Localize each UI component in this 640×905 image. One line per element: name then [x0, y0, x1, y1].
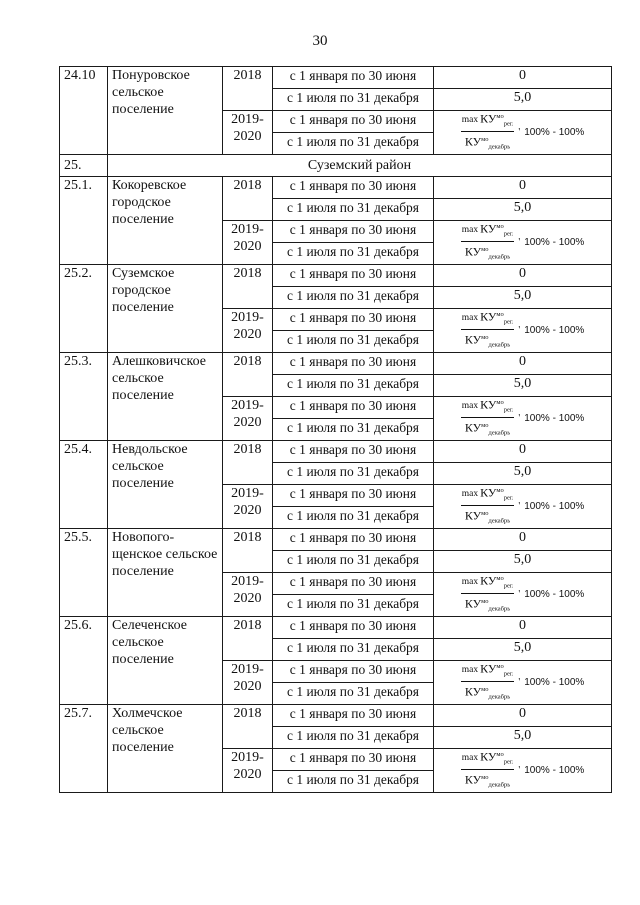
- period-jul-dec: с 1 июля по 31 декабря: [273, 463, 434, 485]
- formula-sub: рег.: [503, 582, 514, 590]
- value-jul-dec-2018: 5,0: [434, 89, 612, 111]
- period-jul-dec: с 1 июля по 31 декабря: [273, 375, 434, 397]
- value-jan-jun-2018: 0: [434, 705, 612, 727]
- formula-sub: рег.: [503, 230, 514, 238]
- formula-sub: декабрь: [488, 429, 511, 437]
- formula-denominator: [465, 132, 510, 153]
- value-jul-dec-2018: 5,0: [434, 375, 612, 397]
- period-jul-dec: с 1 июля по 31 декабря: [273, 287, 434, 309]
- settlement-number: 25.3.: [60, 353, 108, 441]
- formula-sup: мо: [496, 223, 504, 230]
- period-jul-dec: с 1 июля по 31 декабря: [273, 133, 434, 155]
- formula-sup: мо: [496, 113, 504, 120]
- year-2019-2020-top: 2019-: [231, 112, 264, 127]
- period-jan-jun: с 1 января по 30 июня: [273, 111, 434, 133]
- formula-cell: [434, 661, 612, 705]
- formula-comma: ': [518, 676, 521, 688]
- settlement-name: Суземское городское поселение: [108, 265, 223, 353]
- period-jan-jun: с 1 января по 30 июня: [273, 309, 434, 331]
- period-jan-jun: с 1 января по 30 июня: [273, 617, 434, 639]
- value-jul-dec-2018: 5,0: [434, 727, 612, 749]
- formula-denominator: [465, 682, 510, 703]
- formula-sup: мо: [496, 575, 504, 582]
- formula-numerator: [461, 749, 515, 770]
- year-2019-2020-top: 2019-: [231, 310, 264, 325]
- year-2019-2020: [223, 573, 273, 617]
- formula-comma: ': [518, 236, 521, 248]
- growth-formula: [438, 309, 607, 352]
- formula-sup: мо: [496, 663, 504, 670]
- formula-numerator: [461, 111, 515, 132]
- value-jan-jun-2018: 0: [434, 441, 612, 463]
- formula-sub: рег.: [503, 670, 514, 678]
- formula-comma: ': [518, 764, 521, 776]
- year-2019-2020-bottom: 2020: [233, 239, 262, 254]
- formula-sup: мо: [496, 311, 504, 318]
- formula-sub: декабрь: [488, 781, 511, 789]
- year-2019-2020-bottom: 2020: [233, 767, 262, 782]
- year-2018: 2018: [223, 67, 273, 111]
- period-jan-jun: с 1 января по 30 июня: [273, 67, 434, 89]
- settlement-number: 25.5.: [60, 529, 108, 617]
- formula-comma: ': [518, 588, 521, 600]
- formula-sub: декабрь: [488, 517, 511, 525]
- formula-max: max: [461, 753, 479, 764]
- value-jan-jun-2018: 0: [434, 529, 612, 551]
- formula-ku: КУ: [480, 485, 497, 500]
- year-2019-2020-bottom: 2020: [233, 327, 262, 342]
- formula-fraction: [461, 221, 515, 264]
- period-jan-jun: с 1 января по 30 июня: [273, 661, 434, 683]
- settlement-name: Холмечское сельское поселение: [108, 705, 223, 793]
- formula-sup: мо: [496, 751, 504, 758]
- year-2019-2020-top: 2019-: [231, 750, 264, 765]
- growth-formula: [438, 485, 607, 528]
- formula-ku: КУ: [464, 772, 482, 787]
- year-2019-2020: [223, 309, 273, 353]
- growth-formula: [438, 573, 607, 616]
- formula-denominator: [465, 770, 510, 791]
- formula-ku: КУ: [480, 309, 497, 324]
- formula-denominator: [465, 594, 510, 615]
- settlement-name: Селеченское сельское поселение: [108, 617, 223, 705]
- value-jan-jun-2018: 0: [434, 265, 612, 287]
- formula-fraction: [461, 661, 515, 704]
- formula-max: max: [461, 313, 479, 324]
- year-2019-2020-bottom: 2020: [233, 679, 262, 694]
- formula-tail: 100% - 100%: [524, 500, 585, 512]
- formula-ku: КУ: [464, 684, 482, 699]
- formula-ku: КУ: [480, 221, 497, 236]
- formula-sup: мо: [481, 136, 489, 144]
- formula-sup: мо: [481, 334, 489, 342]
- settlement-number: 25.2.: [60, 265, 108, 353]
- formula-fraction: [461, 397, 515, 440]
- formula-ku: КУ: [464, 244, 482, 259]
- period-jan-jun: с 1 января по 30 июня: [273, 221, 434, 243]
- period-jan-jun: с 1 января по 30 июня: [273, 749, 434, 771]
- formula-denominator: [465, 506, 510, 527]
- formula-comma: ': [518, 500, 521, 512]
- settlement-name: Понуровское сельское поселение: [108, 67, 223, 155]
- formula-sup: мо: [481, 246, 489, 254]
- year-2019-2020-bottom: 2020: [233, 591, 262, 606]
- district-name: Суземский район: [108, 155, 612, 177]
- year-2018: 2018: [223, 529, 273, 573]
- formula-max: max: [461, 489, 479, 500]
- value-jul-dec-2018: 5,0: [434, 639, 612, 661]
- formula-fraction: [461, 573, 515, 616]
- settlement-number: 25.4.: [60, 441, 108, 529]
- formula-numerator: [461, 221, 515, 242]
- formula-sub: рег.: [503, 758, 514, 766]
- formula-ku: КУ: [464, 332, 482, 347]
- formula-denominator: [465, 330, 510, 351]
- formula-sub: рег.: [503, 406, 514, 414]
- formula-fraction: [461, 485, 515, 528]
- settlement-name: Невдольское сельское поселение: [108, 441, 223, 529]
- period-jul-dec: с 1 июля по 31 декабря: [273, 243, 434, 265]
- formula-denominator: [465, 418, 510, 439]
- formula-cell: [434, 221, 612, 265]
- period-jul-dec: с 1 июля по 31 декабря: [273, 771, 434, 793]
- period-jan-jun: с 1 января по 30 июня: [273, 573, 434, 595]
- year-2018: 2018: [223, 441, 273, 485]
- formula-tail: 100% - 100%: [524, 412, 585, 424]
- growth-formula: [438, 397, 607, 440]
- period-jul-dec: с 1 июля по 31 декабря: [273, 639, 434, 661]
- formula-sub: декабрь: [488, 341, 511, 349]
- formula-sub: рег.: [503, 494, 514, 502]
- formula-cell: [434, 111, 612, 155]
- formula-max: max: [461, 115, 479, 126]
- formula-cell: [434, 749, 612, 793]
- period-jan-jun: с 1 января по 30 июня: [273, 705, 434, 727]
- formula-tail: 100% - 100%: [524, 236, 585, 248]
- formula-sub: декабрь: [488, 605, 511, 613]
- formula-ku: КУ: [480, 111, 497, 126]
- formula-sup: мо: [496, 399, 504, 406]
- formula-cell: [434, 573, 612, 617]
- formula-ku: КУ: [464, 596, 482, 611]
- value-jan-jun-2018: 0: [434, 617, 612, 639]
- growth-formula: [438, 661, 607, 704]
- formula-sub: рег.: [503, 120, 514, 128]
- settlement-name: Кокоревское городское поселение: [108, 177, 223, 265]
- formula-tail: 100% - 100%: [524, 764, 585, 776]
- value-jul-dec-2018: 5,0: [434, 551, 612, 573]
- value-jul-dec-2018: 5,0: [434, 287, 612, 309]
- value-jan-jun-2018: 0: [434, 67, 612, 89]
- page-number: 30: [312, 33, 328, 49]
- formula-ku: КУ: [480, 661, 497, 676]
- value-jan-jun-2018: 0: [434, 353, 612, 375]
- year-2018: 2018: [223, 353, 273, 397]
- formula-max: max: [461, 665, 479, 676]
- year-2019-2020: [223, 485, 273, 529]
- formula-numerator: [461, 573, 515, 594]
- formula-ku: КУ: [464, 420, 482, 435]
- year-2019-2020: [223, 397, 273, 441]
- year-2019-2020-top: 2019-: [231, 662, 264, 677]
- settlement-number: 25.1.: [60, 177, 108, 265]
- formula-denominator: [465, 242, 510, 263]
- formula-numerator: [461, 309, 515, 330]
- year-2019-2020-bottom: 2020: [233, 503, 262, 518]
- formula-max: max: [461, 225, 479, 236]
- year-2019-2020: [223, 749, 273, 793]
- settlement-number: 25.7.: [60, 705, 108, 793]
- formula-comma: ': [518, 126, 521, 138]
- period-jan-jun: с 1 января по 30 июня: [273, 529, 434, 551]
- formula-comma: ': [518, 412, 521, 424]
- formula-max: max: [461, 577, 479, 588]
- formula-sub: декабрь: [488, 693, 511, 701]
- growth-formula: [438, 111, 607, 154]
- period-jan-jun: с 1 января по 30 июня: [273, 177, 434, 199]
- district-number: 25.: [60, 155, 108, 177]
- year-2019-2020: [223, 111, 273, 155]
- period-jul-dec: с 1 июля по 31 декабря: [273, 419, 434, 441]
- year-2019-2020-top: 2019-: [231, 222, 264, 237]
- formula-fraction: [461, 309, 515, 352]
- formula-fraction: [461, 749, 515, 792]
- formula-comma: ': [518, 324, 521, 336]
- formula-numerator: [461, 661, 515, 682]
- year-2018: 2018: [223, 617, 273, 661]
- formula-sub: рег.: [503, 318, 514, 326]
- formula-ku: КУ: [464, 134, 482, 149]
- formula-ku: КУ: [480, 397, 497, 412]
- value-jan-jun-2018: 0: [434, 177, 612, 199]
- period-jul-dec: с 1 июля по 31 декабря: [273, 727, 434, 749]
- formula-fraction: [461, 111, 515, 154]
- formula-cell: [434, 397, 612, 441]
- period-jul-dec: с 1 июля по 31 декабря: [273, 199, 434, 221]
- period-jul-dec: с 1 июля по 31 декабря: [273, 331, 434, 353]
- formula-numerator: [461, 397, 515, 418]
- year-2018: 2018: [223, 705, 273, 749]
- formula-sup: мо: [481, 598, 489, 606]
- period-jan-jun: с 1 января по 30 июня: [273, 485, 434, 507]
- formula-sup: мо: [481, 774, 489, 782]
- formula-tail: 100% - 100%: [524, 324, 585, 336]
- formula-sup: мо: [496, 487, 504, 494]
- formula-tail: 100% - 100%: [524, 588, 585, 600]
- year-2019-2020-top: 2019-: [231, 398, 264, 413]
- period-jul-dec: с 1 июля по 31 декабря: [273, 507, 434, 529]
- formula-numerator: [461, 485, 515, 506]
- settlement-number: 24.10: [60, 67, 108, 155]
- period-jan-jun: с 1 января по 30 июня: [273, 441, 434, 463]
- formula-sub: декабрь: [488, 253, 511, 261]
- settlement-name: Новопого-щенское сельское поселение: [108, 529, 223, 617]
- period-jul-dec: с 1 июля по 31 декабря: [273, 89, 434, 111]
- year-2018: 2018: [223, 265, 273, 309]
- period-jul-dec: с 1 июля по 31 декабря: [273, 551, 434, 573]
- tariff-table: [59, 66, 612, 793]
- formula-sup: мо: [481, 422, 489, 430]
- year-2019-2020-bottom: 2020: [233, 129, 262, 144]
- formula-max: max: [461, 401, 479, 412]
- formula-ku: КУ: [464, 508, 482, 523]
- year-2019-2020: [223, 661, 273, 705]
- formula-sup: мо: [481, 686, 489, 694]
- value-jul-dec-2018: 5,0: [434, 199, 612, 221]
- formula-cell: [434, 485, 612, 529]
- year-2019-2020: [223, 221, 273, 265]
- year-2019-2020-top: 2019-: [231, 486, 264, 501]
- period-jan-jun: с 1 января по 30 июня: [273, 397, 434, 419]
- formula-ku: КУ: [480, 573, 497, 588]
- growth-formula: [438, 749, 607, 792]
- formula-sub: декабрь: [488, 143, 511, 151]
- formula-tail: 100% - 100%: [524, 126, 585, 138]
- year-2019-2020-bottom: 2020: [233, 415, 262, 430]
- period-jul-dec: с 1 июля по 31 декабря: [273, 683, 434, 705]
- formula-cell: [434, 309, 612, 353]
- period-jul-dec: с 1 июля по 31 декабря: [273, 595, 434, 617]
- formula-ku: КУ: [480, 749, 497, 764]
- formula-sup: мо: [481, 510, 489, 518]
- year-2018: 2018: [223, 177, 273, 221]
- year-2019-2020-top: 2019-: [231, 574, 264, 589]
- period-jan-jun: с 1 января по 30 июня: [273, 353, 434, 375]
- period-jan-jun: с 1 января по 30 июня: [273, 265, 434, 287]
- formula-tail: 100% - 100%: [524, 676, 585, 688]
- growth-formula: [438, 221, 607, 264]
- value-jul-dec-2018: 5,0: [434, 463, 612, 485]
- settlement-number: 25.6.: [60, 617, 108, 705]
- settlement-name: Алешковичское сельское поселение: [108, 353, 223, 441]
